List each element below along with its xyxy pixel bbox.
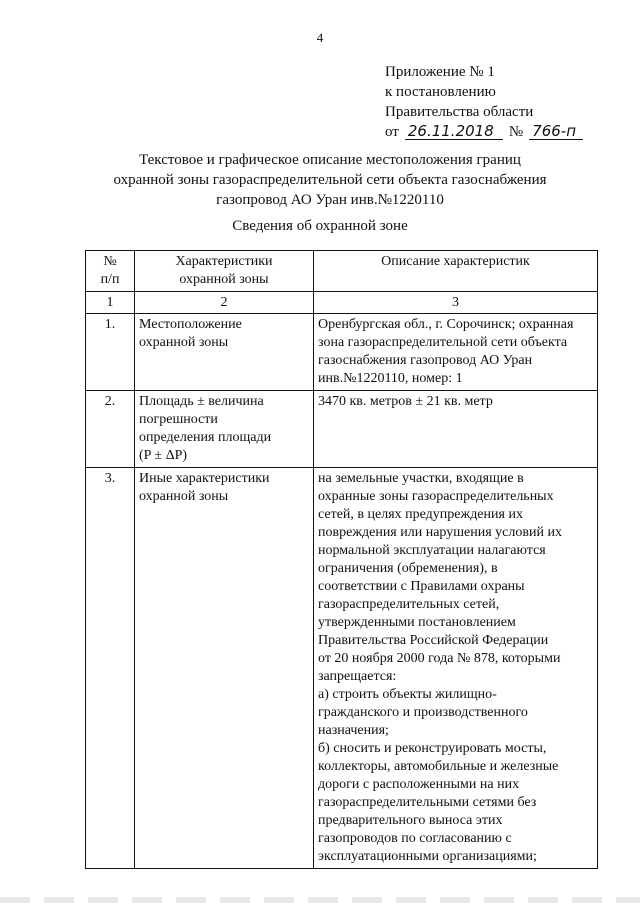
zone-info-table (85, 250, 598, 869)
column-number: 3 (314, 292, 598, 314)
table-row (86, 391, 598, 468)
row-characteristic: Иные характеристики охранной зоны (135, 468, 314, 869)
section-subtitle: Сведения об охранной зоне (232, 218, 408, 234)
row-characteristic: Местоположение охранной зоны (135, 314, 314, 391)
row-number: 1. (86, 314, 135, 391)
header-characteristic: Характеристики охранной зоны (135, 251, 314, 292)
title-line-2: охранной зоны газораспределительной сети объекта газоснабжения (113, 172, 547, 188)
header-description: Описание характеристик (314, 251, 598, 292)
appendix-signature-line (385, 122, 583, 142)
title-line-3: газопровод АО Уран инв.№1220110 (216, 192, 444, 208)
table-row (86, 468, 598, 869)
document-title (60, 150, 600, 210)
row-description: Оренбургская обл., г. Сорочинск; охранная зона газораспределительной сети объекта газоснабжения газопровод АО Уран инв.№1220110, номер: 1 (314, 314, 598, 391)
column-number-row (86, 292, 598, 314)
row-characteristic: Площадь ± величина погрешности определения площади (P ± ΔP) (135, 391, 314, 468)
page-number: 4 (316, 30, 324, 45)
appendix-line-3: Правительства области (385, 104, 534, 120)
row-number: 3. (86, 468, 135, 869)
title-line-1: Текстовое и графическое описание местоположения границ (139, 152, 521, 168)
appendix-block (385, 62, 583, 142)
row-number: 2. (86, 391, 135, 468)
row-description: 3470 кв. метров ± 21 кв. метр (314, 391, 598, 468)
appendix-line-2: к постановлению (385, 84, 496, 100)
column-number: 1 (86, 292, 135, 314)
column-number: 2 (135, 292, 314, 314)
handwritten-date: 26.11.2018 (405, 123, 503, 140)
table-header-row (86, 251, 598, 292)
appendix-line-1: Приложение № 1 (385, 64, 495, 80)
row-description: на земельные участки, входящие в охранные зоны газораспределительных сетей, в целях предупреждения их повреждения или нарушения условий их нормальной эксплуатации налагаются ограничения (обременения), в соответствии с Правилами охраны газораспределительных сетей, утвержденными постановлением Правительства Российской Федерации от 20 ноября 2000 года № 878, которыми запрещается: а) строить объекты жилищно- гражданского и производственного назначения; б) сносить и реконструировать мосты, коллекторы, автомобильные и железные дороги с расположенными на них газораспределительными сетями без предварительного выноса этих газопроводов по согласованию с эксплуатационными организациями; (314, 468, 598, 869)
table-row (86, 314, 598, 391)
from-label: от (385, 124, 399, 140)
footer-scan-artifact (0, 897, 640, 903)
header-number: № п/п (86, 251, 135, 292)
number-label: № (508, 124, 524, 140)
handwritten-number: 766-п (529, 123, 583, 140)
